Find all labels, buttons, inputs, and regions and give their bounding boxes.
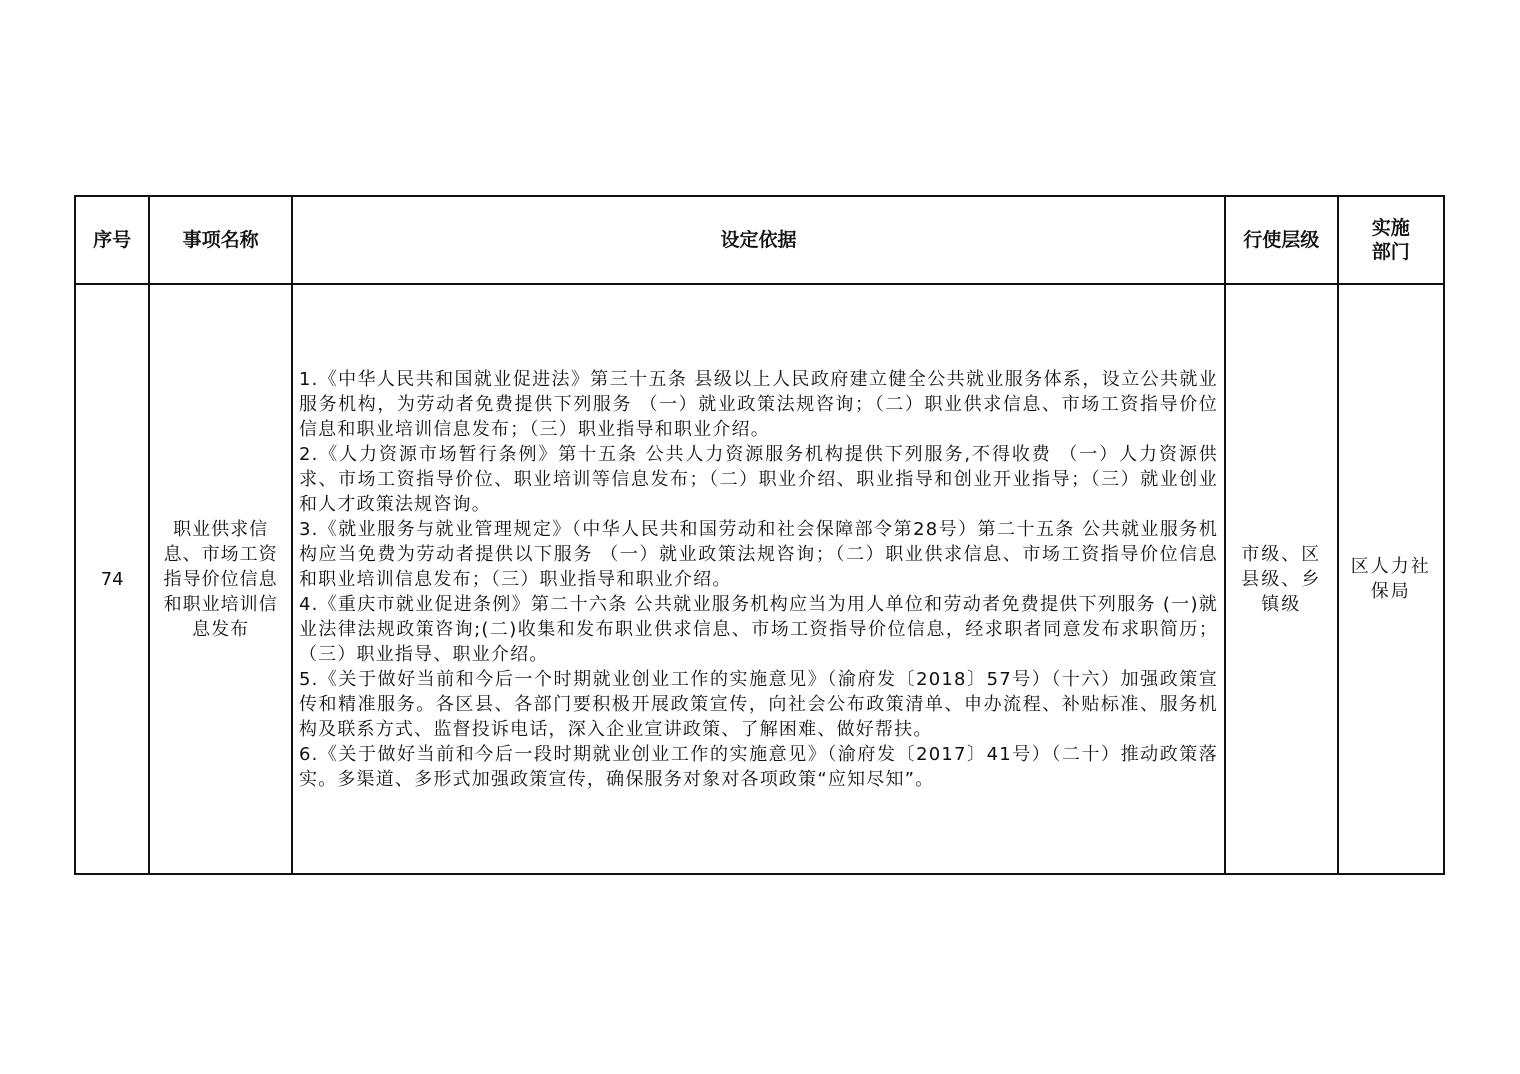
cell-serial-number: 74 <box>75 284 149 874</box>
item-name-text: 职业供求信息、市场工资指导价位信息和职业培训信息发布 <box>163 518 278 640</box>
legal-basis-item-4: 4.《重庆市就业促进条例》第二十六条 公共就业服务机构应当为用人单位和劳动者免费提供下列服务 (一)就业法律法规政策咨询;(二)收集和发布职业供求信息、市场工资指导价位信息，经求职者同意发布求职简历；（三）职业指导、职业介绍。 <box>298 593 1219 665</box>
cell-exercise-level <box>1225 284 1337 874</box>
header-item-name: 事项名称 <box>149 196 292 284</box>
legal-basis-item-1: 1.《中华人民共和国就业促进法》第三十五条 县级以上人民政府建立健全公共就业服务体系，设立公共就业服务机构，为劳动者免费提供下列服务 （一）就业政策法规咨询；（二）职业供求信息、市场工资指导价位信息和职业培训信息发布；（三）职业指导和职业介绍。 <box>298 368 1219 440</box>
legal-basis-item-6: 6.《关于做好当前和今后一段时期就业创业工作的实施意见》（渝府发〔2017〕41号）（二十）推动政策落实。多渠道、多形式加强政策宣传，确保服务对象对各项政策“应知尽知”。 <box>298 743 1219 790</box>
table-row <box>75 284 1444 874</box>
header-dept-text: 实施部门 <box>1371 217 1410 263</box>
cell-item-name <box>149 284 292 874</box>
header-legal-basis: 设定依据 <box>292 196 1225 284</box>
legal-basis-item-2: 2.《人力资源市场暂行条例》第十五条 公共人力资源服务机构提供下列服务,不得收费 （一）人力资源供求、市场工资指导价位、职业培训等信息发布；（二）职业介绍、职业指导和创业开业指导；（三）就业创业和人才政策法规咨询。 <box>298 443 1219 515</box>
header-exercise-level: 行使层级 <box>1225 196 1337 284</box>
legal-basis-item-3: 3.《就业服务与就业管理规定》（中华人民共和国劳动和社会保障部令第28号）第二十五条 公共就业服务机构应当免费为劳动者提供以下服务 （一）就业政策法规咨询；（二）职业供求信息、市场工资指导价位信息和职业培训信息发布；（三）职业指导和职业介绍。 <box>298 518 1219 590</box>
header-implementing-department <box>1338 196 1445 284</box>
legal-basis-item-5: 5.《关于做好当前和今后一个时期就业创业工作的实施意见》（渝府发〔2018〕57号）（十六）加强政策宣传和精准服务。各区县、各部门要积极开展政策宣传，向社会公布政策清单、申办流程、补贴标准、服务机构及联系方式、监督投诉电话，深入企业宣讲政策、了解困难、做好帮扶。 <box>298 668 1219 740</box>
cell-legal-basis <box>292 284 1225 874</box>
legal-basis-list <box>293 367 1224 792</box>
cell-implementing-department <box>1338 284 1445 874</box>
item-table <box>74 195 1445 875</box>
table-header-row <box>75 196 1444 284</box>
exercise-level-text: 市级、区县级、乡镇级 <box>1241 543 1322 615</box>
header-serial-number: 序号 <box>75 196 149 284</box>
implementing-department-text: 区人力社保局 <box>1350 556 1431 602</box>
